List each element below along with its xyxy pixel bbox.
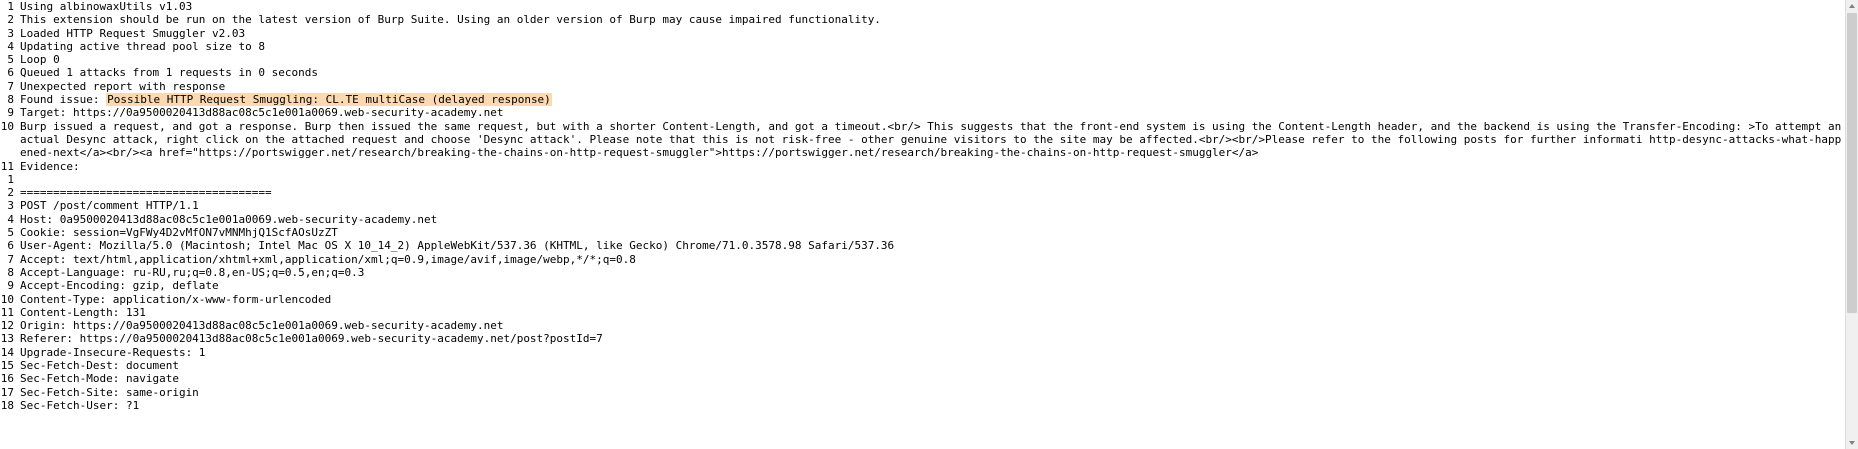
line-number: 11 bbox=[0, 305, 14, 319]
line-number: 15 bbox=[0, 359, 14, 373]
log-line-header-upgrade-insecure-requests bbox=[0, 346, 1846, 359]
log-line bbox=[0, 13, 1846, 26]
line-number: 12 bbox=[0, 319, 14, 333]
line-text: Using albinowaxUtils v1.03 bbox=[20, 0, 193, 13]
line-text: POST /post/comment HTTP/1.1 bbox=[20, 199, 199, 213]
scrollbar-thumb[interactable] bbox=[1847, 13, 1857, 313]
line-number: 4 bbox=[7, 39, 14, 53]
log-line-separator bbox=[0, 186, 1846, 199]
line-text: Sec-Fetch-Dest: document bbox=[20, 359, 179, 373]
line-number: 1 bbox=[7, 0, 14, 13]
line-number: 13 bbox=[0, 332, 14, 346]
log-line-header-sec-fetch-user bbox=[0, 399, 1846, 412]
line-number: 7 bbox=[7, 79, 14, 93]
log-line-header-sec-fetch-dest bbox=[0, 359, 1846, 372]
log-line-header-origin bbox=[0, 319, 1846, 332]
log-line-header-content-length bbox=[0, 306, 1846, 319]
log-line-request-line bbox=[0, 199, 1846, 212]
line-number: 1 bbox=[7, 172, 14, 186]
line-text: Accept: text/html,application/xhtml+xml,application/xml;q=0.9,image/avif,image/webp,*/*;q=0.8 bbox=[20, 252, 636, 266]
line-text: Target: https://0a9500020413d88ac08c5c1e001a0069.web-security-academy.net bbox=[20, 106, 504, 120]
line-number: 6 bbox=[7, 239, 14, 253]
line-text: Accept-Language: ru-RU,ru;q=0.8,en-US;q=0.5,en;q=0.3 bbox=[20, 265, 365, 279]
line-text: ====================================== bbox=[20, 186, 272, 200]
log-line bbox=[0, 173, 1846, 186]
line-number: 5 bbox=[7, 226, 14, 240]
line-text: Loaded HTTP Request Smuggler v2.03 bbox=[20, 26, 246, 40]
line-number: 10 bbox=[0, 292, 14, 306]
log-line-header-content-type bbox=[0, 293, 1846, 306]
line-number: 8 bbox=[7, 265, 14, 279]
log-line bbox=[0, 53, 1846, 66]
line-number: 16 bbox=[0, 372, 14, 386]
issue-highlight-badge: Possible HTTP Request Smuggling: CL.TE multiCase (delayed response) bbox=[107, 93, 551, 107]
log-block-extension-messages bbox=[0, 0, 1846, 173]
line-text: This extension should be run on the latest version of Burp Suite. Using an older version of Burp may cause impaired functionality. bbox=[20, 13, 881, 27]
line-number: 3 bbox=[7, 199, 14, 213]
line-text: Content-Length: 131 bbox=[20, 305, 146, 319]
log-line bbox=[0, 0, 1846, 13]
log-line-header-referer bbox=[0, 332, 1846, 345]
line-text: Burp issued a request, and got a response. Burp then issued the same request, but with a shorter Content-Length, and got a timeout.<br/> This suggests that the front-end system is using the Content-Length header, and the backend is using the Transfer-Encoding: >To attempt an actual Desync attack, right click on the attached request and choose 'Desync attack'. Please note that this is not risk-free - other genuine visitors to the site may be affected.<br/><br/>Please refer to the following posts for further informati http-desync-attacks-what-happened-next</a><br/><a href="https://portswigger.net/research/breaking-the-chains-on-http-request-smuggler">https://portswigger.net/research/breaking-the-chains-on-http-request-smuggler</a> bbox=[20, 119, 1842, 160]
log-line-issue-detail bbox=[0, 120, 1846, 160]
line-text: Sec-Fetch-Mode: navigate bbox=[20, 372, 179, 386]
line-number: 8 bbox=[7, 93, 14, 107]
line-text: Loop 0 bbox=[20, 53, 60, 67]
line-number: 4 bbox=[7, 212, 14, 226]
line-number: 9 bbox=[7, 106, 14, 120]
line-text: Content-Type: application/x-www-form-urlencoded bbox=[20, 292, 332, 306]
log-line-found-issue bbox=[0, 93, 1846, 106]
line-number: 17 bbox=[0, 385, 14, 399]
vertical-scrollbar[interactable] bbox=[1845, 0, 1858, 449]
log-line bbox=[0, 66, 1846, 79]
line-number: 6 bbox=[7, 66, 14, 80]
log-block-evidence-request bbox=[0, 173, 1846, 412]
line-text: Upgrade-Insecure-Requests: 1 bbox=[20, 345, 206, 359]
line-text: Accept-Encoding: gzip, deflate bbox=[20, 279, 219, 293]
line-number: 5 bbox=[7, 53, 14, 67]
log-line-header-sec-fetch-mode bbox=[0, 372, 1846, 385]
scroll-down-arrow-icon[interactable] bbox=[1846, 437, 1858, 449]
scroll-up-arrow-icon[interactable] bbox=[1846, 0, 1858, 12]
log-line bbox=[0, 40, 1846, 53]
line-number: 3 bbox=[7, 26, 14, 40]
line-text: Referer: https://0a9500020413d88ac08c5c1e001a0069.web-security-academy.net/post?postId=7 bbox=[20, 332, 603, 346]
line-number: 9 bbox=[7, 279, 14, 293]
log-line-header-cookie bbox=[0, 226, 1846, 239]
line-text: Sec-Fetch-Site: same-origin bbox=[20, 385, 199, 399]
line-text bbox=[14, 93, 1846, 106]
log-line bbox=[0, 27, 1846, 40]
line-text: Updating active thread pool size to 8 bbox=[20, 39, 266, 53]
line-number: 18 bbox=[0, 398, 14, 412]
line-text: Unexpected report with response bbox=[20, 79, 226, 93]
log-line-header-host bbox=[0, 213, 1846, 226]
line-text: User-Agent: Mozilla/5.0 (Macintosh; Intel Mac OS X 10_14_2) AppleWebKit/537.36 (KHTML, like Gecko) Chrome/71.0.3578.98 Safari/537.36 bbox=[20, 239, 895, 253]
line-number: 11 bbox=[0, 159, 14, 173]
log-line-evidence-label bbox=[0, 160, 1846, 173]
line-number: 2 bbox=[7, 186, 14, 200]
line-text: Sec-Fetch-User: ?1 bbox=[20, 398, 140, 412]
line-text: Host: 0a9500020413d88ac08c5c1e001a0069.web-security-academy.net bbox=[20, 212, 438, 226]
line-text: Evidence: bbox=[20, 159, 80, 173]
log-line-header-sec-fetch-site bbox=[0, 386, 1846, 399]
line-text: Origin: https://0a9500020413d88ac08c5c1e001a0069.web-security-academy.net bbox=[20, 319, 504, 333]
line-number: 14 bbox=[0, 345, 14, 359]
line-number: 7 bbox=[7, 252, 14, 266]
log-line-header-accept bbox=[0, 253, 1846, 266]
line-text: Queued 1 attacks from 1 requests in 0 seconds bbox=[20, 66, 319, 80]
log-line-header-accept-language bbox=[0, 266, 1846, 279]
line-number: 10 bbox=[0, 119, 14, 133]
log-line-target bbox=[0, 106, 1846, 119]
line-text: Cookie: session=VgFWy4D2vMfON7vMNMhjQ1ScfAOsUzZT bbox=[20, 226, 338, 240]
log-line-header-user-agent bbox=[0, 239, 1846, 252]
found-issue-prefix: Found issue: bbox=[20, 93, 107, 107]
log-line-header-accept-encoding bbox=[0, 279, 1846, 292]
line-number: 2 bbox=[7, 13, 14, 27]
log-line bbox=[0, 80, 1846, 93]
